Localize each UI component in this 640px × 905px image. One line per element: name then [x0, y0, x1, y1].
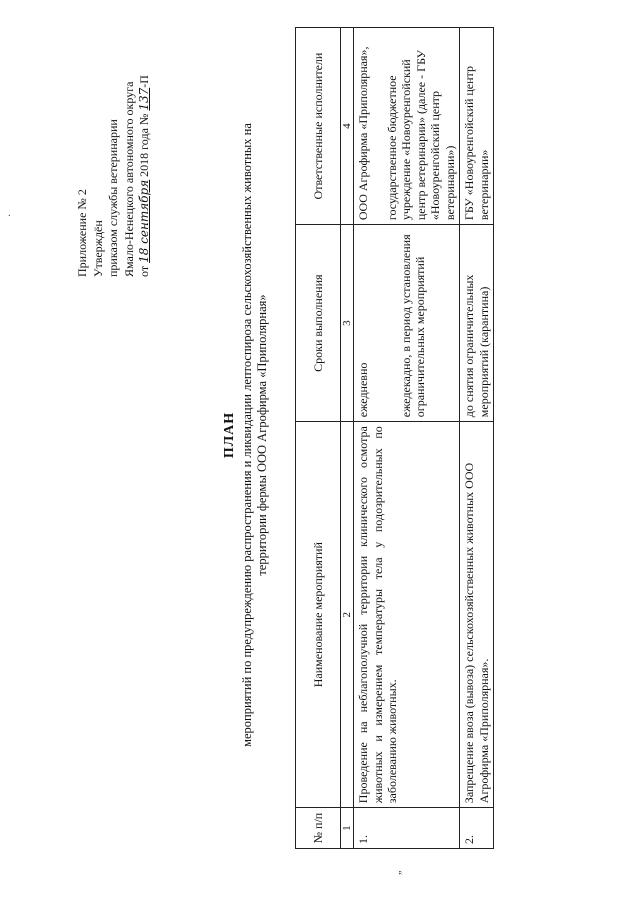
order-date-line — [137, 37, 153, 277]
appendix-number: Приложение № 2 — [75, 189, 89, 277]
scan-speck: · — [5, 213, 16, 217]
column-number: 3 — [341, 225, 354, 422]
table-header-row — [296, 28, 341, 849]
date-year: 2018 года № — [137, 113, 151, 177]
measure-name: Запрещение ввоза (вывоза) сельскохозяйственных животных ООО Агрофирма «Приполярная». — [460, 422, 494, 808]
measure-name: Проведение на неблагополучной территории клинического осмотра животных и измерением температуры тела у подозрительных по заболеванию животных. — [354, 422, 460, 808]
deadline-daily: ежедневно — [356, 362, 370, 418]
executors-cell — [354, 28, 460, 225]
executor-vet-center: государственное бюджетное учреждение «Новоуренгойский центр ветеринарии» (далее - ГБУ «Новоуренгойский центр ветеринарии») — [384, 49, 457, 221]
order-issuer: приказом службы ветеринарии — [106, 119, 120, 277]
column-number: 1 — [341, 808, 354, 849]
executors-cell: ГБУ «Новоуренгойский центр ветеринарии» — [460, 28, 494, 225]
executor-farm: ООО Агрофирма «Приполярная», — [356, 46, 370, 221]
scan-mark: „ — [392, 870, 403, 875]
row-number: 2. — [460, 808, 494, 849]
deadline-decadal: ежедекадно, в период установления ограничительных мероприятий — [398, 234, 427, 418]
row-number: 1. — [354, 808, 460, 849]
date-prefix: от — [137, 265, 151, 277]
column-number: 2 — [341, 422, 354, 808]
region-name: Ямало-Ненецкого автономного округа — [121, 81, 136, 277]
measures-table — [295, 27, 494, 849]
approval-block — [75, 37, 153, 277]
plan-subtitle-line-2: территории фермы ООО Агрофирма «Приполярная» — [255, 294, 269, 576]
handwritten-date: 18 сентября — [137, 179, 151, 263]
table-row — [460, 28, 494, 849]
header-measure-name: Наименование мероприятий — [296, 422, 341, 808]
header-executors: Ответственные исполнители — [296, 28, 341, 225]
plan-subtitle — [240, 25, 270, 845]
header-deadline: Сроки выполнения — [296, 225, 341, 422]
deadline-cell — [354, 225, 460, 422]
column-number-row — [341, 28, 354, 849]
plan-subtitle-line-1: мероприятий по предупреждению распространения и ликвидации лептоспироза сельскохозяйственных животных на — [240, 123, 254, 747]
table-row — [354, 28, 460, 849]
column-number: 4 — [341, 28, 354, 225]
handwritten-order-number: 137 — [137, 87, 151, 111]
header-number: № п/п — [296, 808, 341, 849]
deadline-cell: до снятия ограничительных мероприятий (карантина) — [460, 225, 494, 422]
plan-title: ПЛАН — [222, 411, 237, 459]
order-suffix: -П — [137, 75, 151, 88]
approved-label: Утверждён — [90, 220, 105, 277]
